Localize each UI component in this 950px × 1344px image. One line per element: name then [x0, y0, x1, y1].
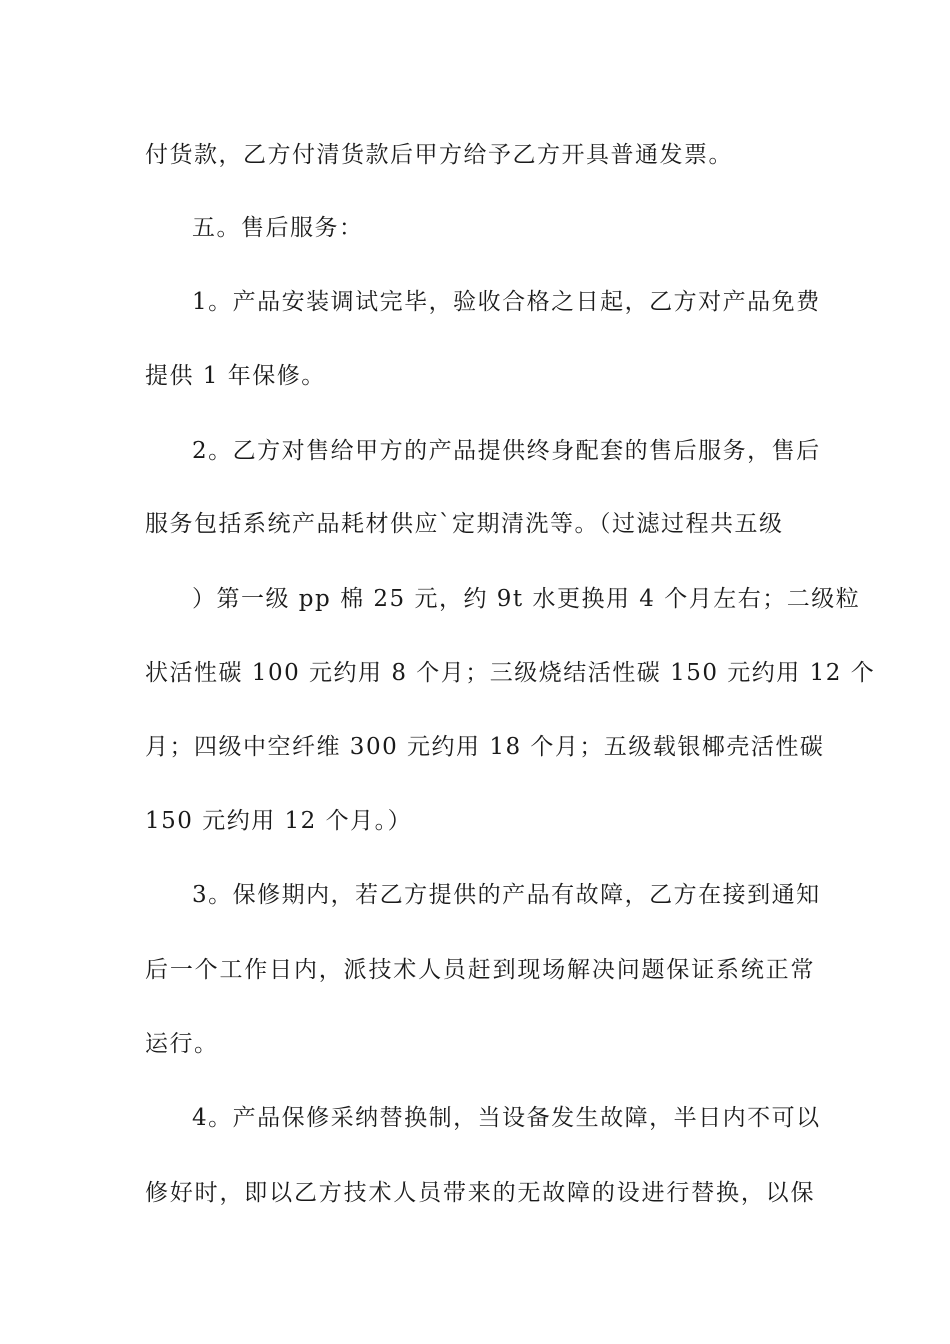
clause-2-line: 服务包括系统产品耗材供应`定期清洗等。（过滤过程共五级 [145, 511, 784, 537]
section-heading-after-sales: 五。售后服务： [192, 215, 364, 241]
clause-4-line: 修好时，即以乙方技术人员带来的无故障的设进行替换，以保 [145, 1180, 815, 1206]
clause-1-line: 提供 1 年保修。 [145, 363, 326, 389]
clause-3-line: 运行。 [145, 1031, 219, 1057]
clause-2-line: 月；四级中空纤维 300 元约用 18 个月；五级载银椰壳活性碳 [145, 734, 825, 760]
clause-3-line: 后一个工作日内，派技术人员赶到现场解决问题保证系统正常 [145, 957, 815, 983]
clause-2-line: 150 元约用 12 个月。） [145, 808, 413, 834]
clause-3-line: 3。保修期内，若乙方提供的产品有故障，乙方在接到通知 [192, 882, 821, 908]
clause-1-line: 1。产品安装调试完毕，验收合格之日起，乙方对产品免费 [192, 289, 821, 315]
clause-2-line: 状活性碳 100 元约用 8 个月；三级烧结活性碳 150 元约用 12 个 [145, 660, 876, 686]
clause-4-line: 4。产品保修采纳替换制，当设备发生故障，半日内不可以 [192, 1105, 821, 1131]
clause-2-line: 2。乙方对售给甲方的产品提供终身配套的售后服务，售后 [192, 438, 821, 464]
paragraph-line: 付货款，乙方付清货款后甲方给予乙方开具普通发票。 [145, 142, 733, 168]
clause-2-line: ）第一级 pp 棉 25 元，约 9t 水更换用 4 个月左右；二级粒 [192, 586, 861, 612]
